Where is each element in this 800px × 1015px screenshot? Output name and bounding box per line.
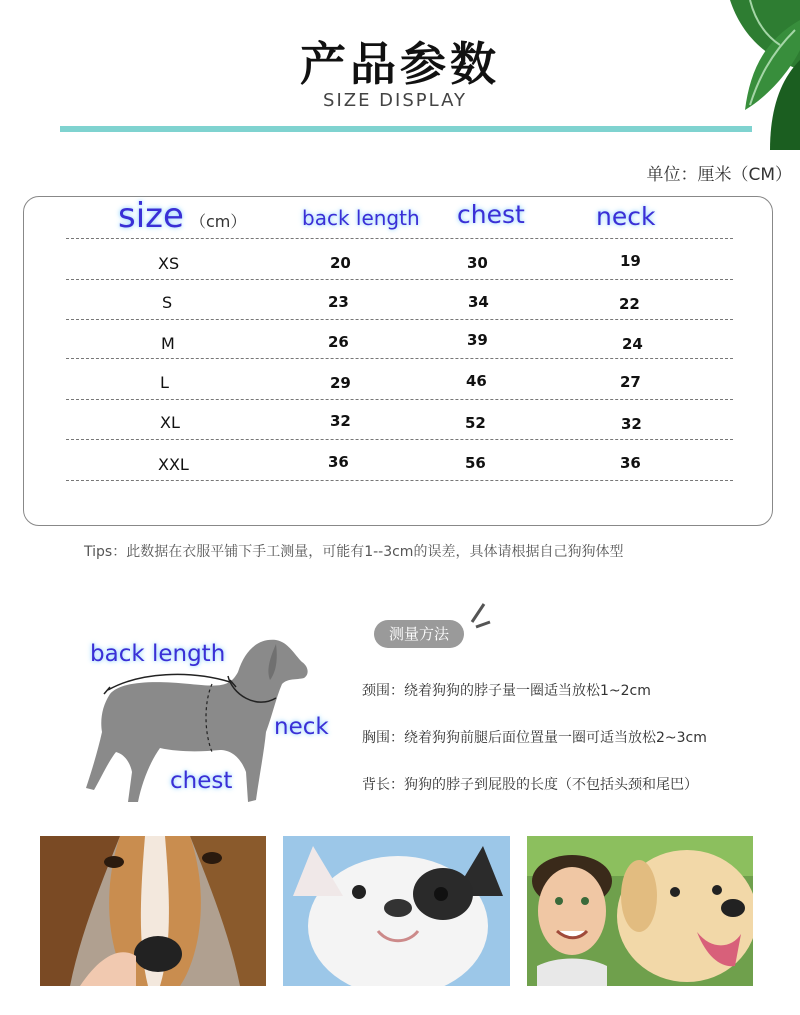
table-row-size: XL (160, 413, 180, 432)
method-neck-desc: 颈围：绕着狗狗的脖子量一圈适当放松1~2cm (362, 683, 651, 699)
spark-icon (466, 600, 492, 630)
table-row-back-length: 36 (328, 453, 349, 471)
table-row-back-length: 26 (328, 333, 349, 351)
table-divider (66, 358, 733, 359)
table-row-size: L (160, 373, 169, 392)
diagram-label-back-length: back length (90, 641, 226, 667)
beagle-photo (40, 836, 266, 986)
bulldog-photo (283, 836, 510, 986)
tips-note: Tips：此数据在衣服平铺下手工测量，可能有1--3cm的误差，具体请根据自己狗狗体型 (84, 544, 624, 560)
table-row-chest: 34 (468, 293, 489, 311)
table-row-back-length: 32 (330, 412, 351, 430)
table-row-neck: 36 (620, 454, 641, 472)
table-row-neck: 19 (620, 252, 641, 270)
table-row-size: XXL (158, 455, 189, 474)
table-row-chest: 56 (465, 454, 486, 472)
header-size-unit: （cm） (190, 212, 247, 231)
table-row-size: S (162, 293, 173, 312)
table-row-neck: 32 (621, 415, 642, 433)
table-row-chest: 46 (466, 372, 487, 390)
table-divider (66, 480, 733, 481)
header-chest: chest (457, 200, 525, 229)
header-neck: neck (596, 202, 656, 231)
table-row-size: M (161, 334, 175, 353)
method-pill: 测量方法 (374, 620, 464, 648)
table-row-neck: 22 (619, 295, 640, 313)
method-chest-desc: 胸围：绕着狗狗前腿后面位置量一圈可适当放松2~3cm (362, 730, 707, 746)
table-divider (66, 238, 733, 239)
page-title: 产品参数 (300, 37, 500, 91)
table-divider (66, 399, 733, 400)
size-table (23, 196, 773, 526)
table-row-chest: 52 (465, 414, 486, 432)
header-back-length: back length (302, 206, 420, 230)
table-row-back-length: 23 (328, 293, 349, 311)
table-divider (66, 439, 733, 440)
method-back-desc: 背长：狗狗的脖子到屁股的长度（不包括头颈和尾巴） (362, 777, 698, 793)
table-row-neck: 27 (620, 373, 641, 391)
diagram-label-neck: neck (274, 714, 329, 740)
header-size: size (118, 196, 184, 236)
table-row-neck: 24 (622, 335, 643, 353)
table-row-back-length: 20 (330, 254, 351, 272)
table-divider (66, 319, 733, 320)
table-divider (66, 279, 733, 280)
table-row-size: XS (158, 254, 180, 273)
table-row-chest: 39 (467, 331, 488, 349)
diagram-label-chest: chest (170, 768, 233, 794)
boy-golden-retriever-photo (527, 836, 753, 986)
page-subtitle: SIZE DISPLAY (323, 90, 467, 111)
title-underline (60, 126, 752, 132)
unit-label: 单位：厘米（CM） (646, 165, 792, 185)
table-row-back-length: 29 (330, 374, 351, 392)
table-row-chest: 30 (467, 254, 488, 272)
